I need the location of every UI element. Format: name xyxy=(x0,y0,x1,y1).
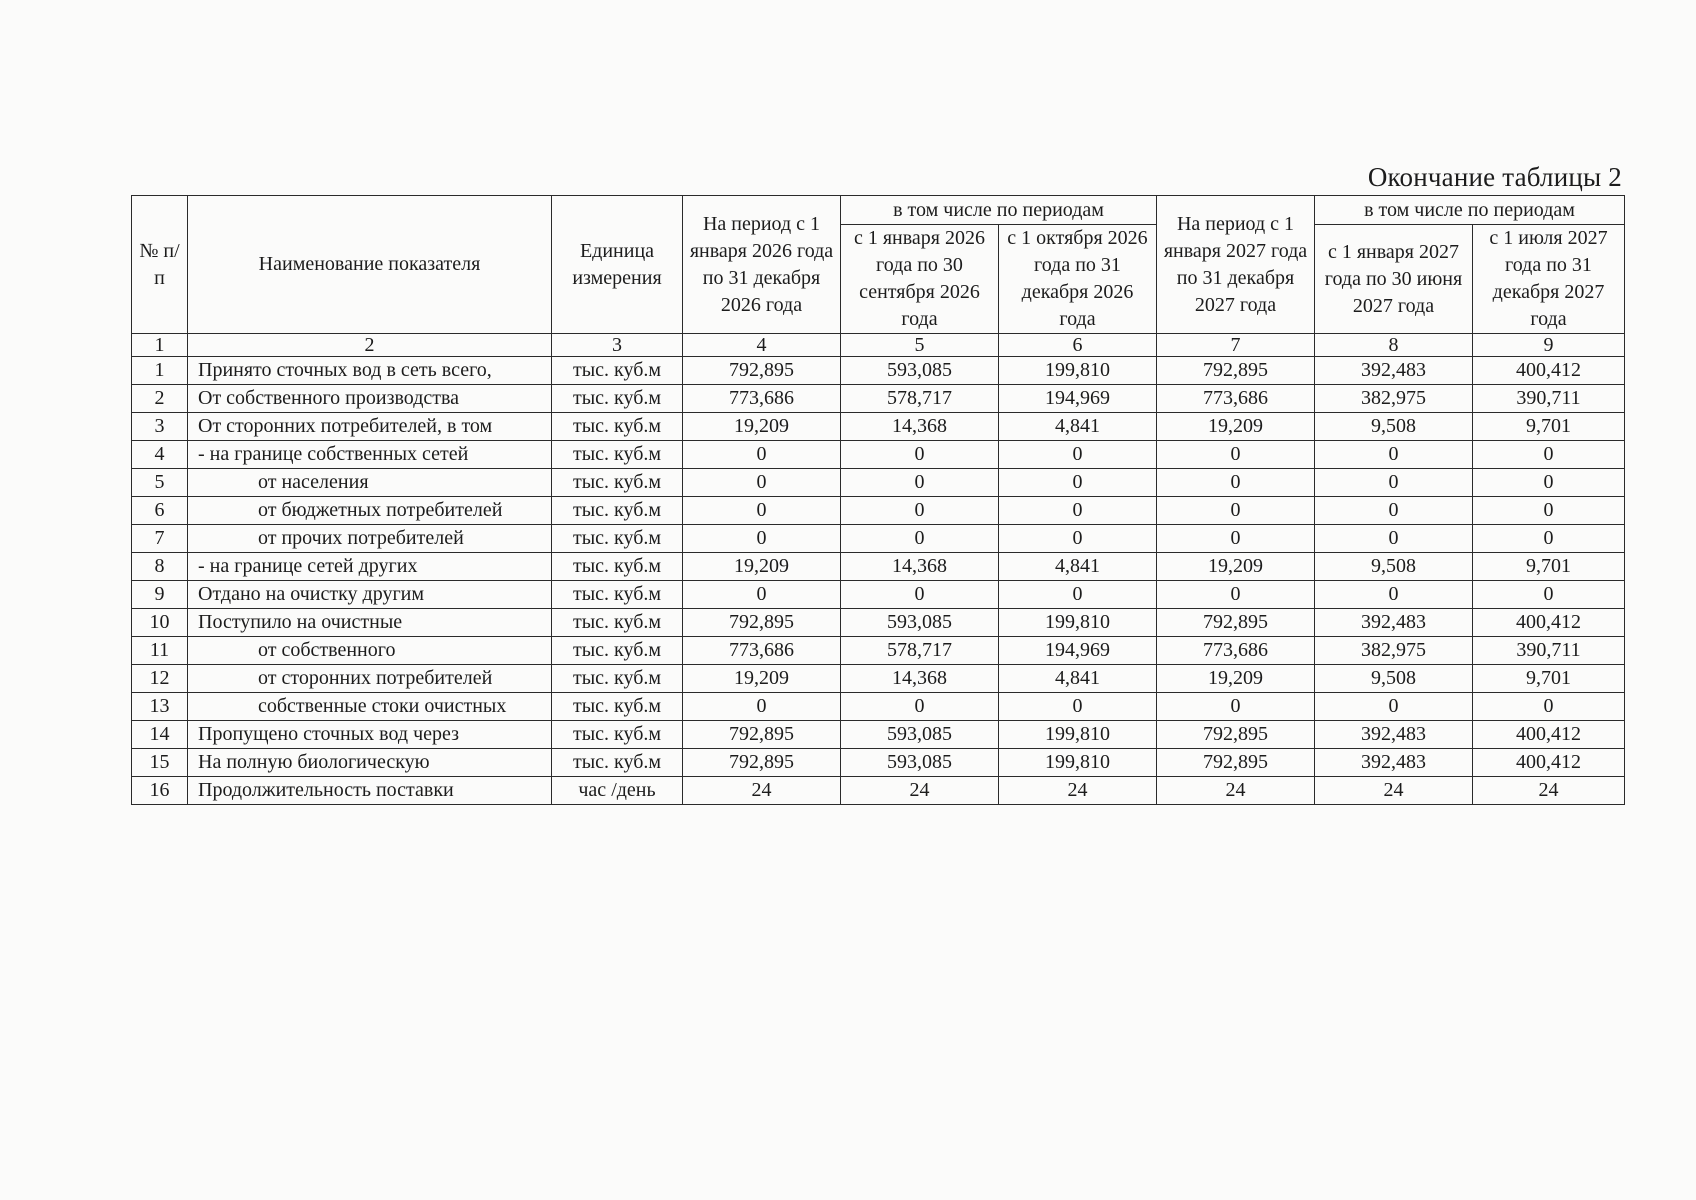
row-number: 13 xyxy=(132,693,188,721)
value-cell: 0 xyxy=(999,693,1157,721)
value-cell: 593,085 xyxy=(841,721,999,749)
indicator-name: Поступило на очистные xyxy=(188,609,552,637)
value-cell: 0 xyxy=(999,581,1157,609)
row-number: 7 xyxy=(132,525,188,553)
value-cell: 0 xyxy=(841,469,999,497)
column-number: 1 xyxy=(132,334,188,357)
value-cell: 0 xyxy=(1315,693,1473,721)
value-cell: 792,895 xyxy=(1157,721,1315,749)
unit: тыс. куб.м xyxy=(552,497,683,525)
indicator-name: от населения xyxy=(188,469,552,497)
indicator-name: собственные стоки очистных xyxy=(188,693,552,721)
value-cell: 19,209 xyxy=(1157,553,1315,581)
value-cell: 792,895 xyxy=(683,357,841,385)
value-cell: 0 xyxy=(999,497,1157,525)
value-cell: 792,895 xyxy=(1157,357,1315,385)
column-number: 9 xyxy=(1473,334,1625,357)
value-cell: 578,717 xyxy=(841,637,999,665)
value-cell: 14,368 xyxy=(841,553,999,581)
table-row xyxy=(132,553,1625,581)
value-cell: 19,209 xyxy=(683,413,841,441)
value-cell: 199,810 xyxy=(999,721,1157,749)
row-number: 11 xyxy=(132,637,188,665)
value-cell: 194,969 xyxy=(999,385,1157,413)
value-cell: 0 xyxy=(841,693,999,721)
header-incl-2026: в том числе по периодам xyxy=(841,196,1157,225)
value-cell: 24 xyxy=(1473,777,1625,805)
table-row xyxy=(132,777,1625,805)
value-cell: 0 xyxy=(841,525,999,553)
value-cell: 0 xyxy=(683,581,841,609)
value-cell: 0 xyxy=(1473,441,1625,469)
value-cell: 792,895 xyxy=(1157,609,1315,637)
unit: тыс. куб.м xyxy=(552,525,683,553)
value-cell: 0 xyxy=(1315,497,1473,525)
value-cell: 24 xyxy=(1157,777,1315,805)
table-row xyxy=(132,525,1625,553)
column-number: 6 xyxy=(999,334,1157,357)
value-cell: 194,969 xyxy=(999,637,1157,665)
value-cell: 392,483 xyxy=(1315,749,1473,777)
value-cell: 0 xyxy=(1473,525,1625,553)
value-cell: 0 xyxy=(1473,581,1625,609)
row-number: 6 xyxy=(132,497,188,525)
value-cell: 0 xyxy=(1315,525,1473,553)
value-cell: 0 xyxy=(1157,581,1315,609)
value-cell: 19,209 xyxy=(1157,665,1315,693)
value-cell: 593,085 xyxy=(841,357,999,385)
unit: тыс. куб.м xyxy=(552,749,683,777)
table-row xyxy=(132,609,1625,637)
value-cell: 4,841 xyxy=(999,413,1157,441)
header-period-2026: На период с 1 января 2026 года по 31 декабря 2026 года xyxy=(683,196,841,334)
indicator-name: От сторонних потребителей, в том xyxy=(188,413,552,441)
value-cell: 24 xyxy=(999,777,1157,805)
column-number: 2 xyxy=(188,334,552,357)
indicator-name: От собственного производства xyxy=(188,385,552,413)
indicator-name: Принято сточных вод в сеть всего, xyxy=(188,357,552,385)
indicator-name: от прочих потребителей xyxy=(188,525,552,553)
value-cell: 19,209 xyxy=(683,553,841,581)
value-cell: 0 xyxy=(841,581,999,609)
column-number: 8 xyxy=(1315,334,1473,357)
table-row xyxy=(132,441,1625,469)
indicator-name: от сторонних потребителей xyxy=(188,665,552,693)
header-p2026b: с 1 октября 2026 года по 31 декабря 2026 года xyxy=(999,225,1157,334)
value-cell: 0 xyxy=(683,497,841,525)
row-number: 10 xyxy=(132,609,188,637)
value-cell: 400,412 xyxy=(1473,721,1625,749)
column-number: 5 xyxy=(841,334,999,357)
value-cell: 0 xyxy=(1157,497,1315,525)
row-number: 12 xyxy=(132,665,188,693)
indicator-name: Отдано на очистку другим xyxy=(188,581,552,609)
unit: тыс. куб.м xyxy=(552,357,683,385)
value-cell: 392,483 xyxy=(1315,721,1473,749)
table-row xyxy=(132,637,1625,665)
row-number: 14 xyxy=(132,721,188,749)
value-cell: 0 xyxy=(999,441,1157,469)
value-cell: 792,895 xyxy=(683,609,841,637)
value-cell: 199,810 xyxy=(999,749,1157,777)
value-cell: 0 xyxy=(1473,469,1625,497)
header-p2027a: с 1 января 2027 года по 30 июня 2027 года xyxy=(1315,225,1473,334)
value-cell: 0 xyxy=(683,469,841,497)
value-cell: 0 xyxy=(999,525,1157,553)
table-row xyxy=(132,413,1625,441)
table-caption: Окончание таблицы 2 xyxy=(1367,162,1622,192)
value-cell: 0 xyxy=(683,525,841,553)
value-cell: 578,717 xyxy=(841,385,999,413)
header-period-2027: На период с 1 января 2027 года по 31 декабря 2027 года xyxy=(1157,196,1315,334)
value-cell: 382,975 xyxy=(1315,385,1473,413)
value-cell: 400,412 xyxy=(1473,609,1625,637)
unit: тыс. куб.м xyxy=(552,665,683,693)
value-cell: 593,085 xyxy=(841,749,999,777)
value-cell: 14,368 xyxy=(841,665,999,693)
table-row xyxy=(132,581,1625,609)
unit: час /день xyxy=(552,777,683,805)
indicator-name: от бюджетных потребителей xyxy=(188,497,552,525)
table-row xyxy=(132,749,1625,777)
value-cell: 773,686 xyxy=(1157,385,1315,413)
value-cell: 400,412 xyxy=(1473,749,1625,777)
column-number: 3 xyxy=(552,334,683,357)
value-cell: 0 xyxy=(1157,525,1315,553)
value-cell: 0 xyxy=(841,441,999,469)
value-cell: 593,085 xyxy=(841,609,999,637)
row-number: 1 xyxy=(132,357,188,385)
value-cell: 390,711 xyxy=(1473,637,1625,665)
row-number: 5 xyxy=(132,469,188,497)
unit: тыс. куб.м xyxy=(552,441,683,469)
table-row xyxy=(132,665,1625,693)
value-cell: 199,810 xyxy=(999,357,1157,385)
value-cell: 0 xyxy=(1157,693,1315,721)
value-cell: 0 xyxy=(1473,497,1625,525)
row-number: 15 xyxy=(132,749,188,777)
value-cell: 392,483 xyxy=(1315,357,1473,385)
header-unit: Единица измерения xyxy=(552,196,683,334)
table-row xyxy=(132,721,1625,749)
header-name: Наименование показателя xyxy=(188,196,552,334)
value-cell: 792,895 xyxy=(683,749,841,777)
value-cell: 9,701 xyxy=(1473,665,1625,693)
value-cell: 392,483 xyxy=(1315,609,1473,637)
value-cell: 19,209 xyxy=(1157,413,1315,441)
table-row xyxy=(132,497,1625,525)
value-cell: 4,841 xyxy=(999,553,1157,581)
value-cell: 14,368 xyxy=(841,413,999,441)
unit: тыс. куб.м xyxy=(552,385,683,413)
value-cell: 9,508 xyxy=(1315,665,1473,693)
table-row xyxy=(132,385,1625,413)
value-cell: 0 xyxy=(683,693,841,721)
row-number: 9 xyxy=(132,581,188,609)
value-cell: 24 xyxy=(841,777,999,805)
unit: тыс. куб.м xyxy=(552,637,683,665)
value-cell: 24 xyxy=(683,777,841,805)
header-incl-2027: в том числе по периодам xyxy=(1315,196,1625,225)
value-cell: 0 xyxy=(1315,441,1473,469)
value-cell: 19,209 xyxy=(683,665,841,693)
value-cell: 400,412 xyxy=(1473,357,1625,385)
value-cell: 390,711 xyxy=(1473,385,1625,413)
header-p2027b: с 1 июля 2027 года по 31 декабря 2027 года xyxy=(1473,225,1625,334)
table-row xyxy=(132,693,1625,721)
indicator-name: Продолжительность поставки xyxy=(188,777,552,805)
value-cell: 9,701 xyxy=(1473,413,1625,441)
value-cell: 0 xyxy=(1157,469,1315,497)
unit: тыс. куб.м xyxy=(552,553,683,581)
indicator-name: от собственного xyxy=(188,637,552,665)
value-cell: 0 xyxy=(1315,581,1473,609)
row-number: 2 xyxy=(132,385,188,413)
value-cell: 9,508 xyxy=(1315,413,1473,441)
value-cell: 792,895 xyxy=(683,721,841,749)
unit: тыс. куб.м xyxy=(552,469,683,497)
indicator-name: Пропущено сточных вод через xyxy=(188,721,552,749)
value-cell: 0 xyxy=(1157,441,1315,469)
table-row xyxy=(132,469,1625,497)
column-number: 7 xyxy=(1157,334,1315,357)
unit: тыс. куб.м xyxy=(552,413,683,441)
value-cell: 792,895 xyxy=(1157,749,1315,777)
value-cell: 773,686 xyxy=(683,637,841,665)
value-cell: 4,841 xyxy=(999,665,1157,693)
header-p2026a: с 1 января 2026 года по 30 сентября 2026 года xyxy=(841,225,999,334)
value-cell: 0 xyxy=(841,497,999,525)
indicator-name: - на границе сетей других xyxy=(188,553,552,581)
value-cell: 0 xyxy=(1473,693,1625,721)
value-cell: 0 xyxy=(683,441,841,469)
header-row xyxy=(132,196,1625,225)
value-cell: 0 xyxy=(999,469,1157,497)
indicator-name: - на границе собственных сетей xyxy=(188,441,552,469)
value-cell: 9,701 xyxy=(1473,553,1625,581)
row-number: 3 xyxy=(132,413,188,441)
row-number: 8 xyxy=(132,553,188,581)
indicator-name: На полную биологическую xyxy=(188,749,552,777)
value-cell: 773,686 xyxy=(683,385,841,413)
value-cell: 24 xyxy=(1315,777,1473,805)
value-cell: 9,508 xyxy=(1315,553,1473,581)
value-cell: 0 xyxy=(1315,469,1473,497)
table-row xyxy=(132,357,1625,385)
unit: тыс. куб.м xyxy=(552,721,683,749)
row-number: 16 xyxy=(132,777,188,805)
header-num: № п/п xyxy=(132,196,188,334)
unit: тыс. куб.м xyxy=(552,581,683,609)
row-number: 4 xyxy=(132,441,188,469)
column-number: 4 xyxy=(683,334,841,357)
column-number-row xyxy=(132,334,1625,357)
unit: тыс. куб.м xyxy=(552,609,683,637)
data-table xyxy=(131,195,1625,805)
unit: тыс. куб.м xyxy=(552,693,683,721)
value-cell: 382,975 xyxy=(1315,637,1473,665)
value-cell: 199,810 xyxy=(999,609,1157,637)
value-cell: 773,686 xyxy=(1157,637,1315,665)
